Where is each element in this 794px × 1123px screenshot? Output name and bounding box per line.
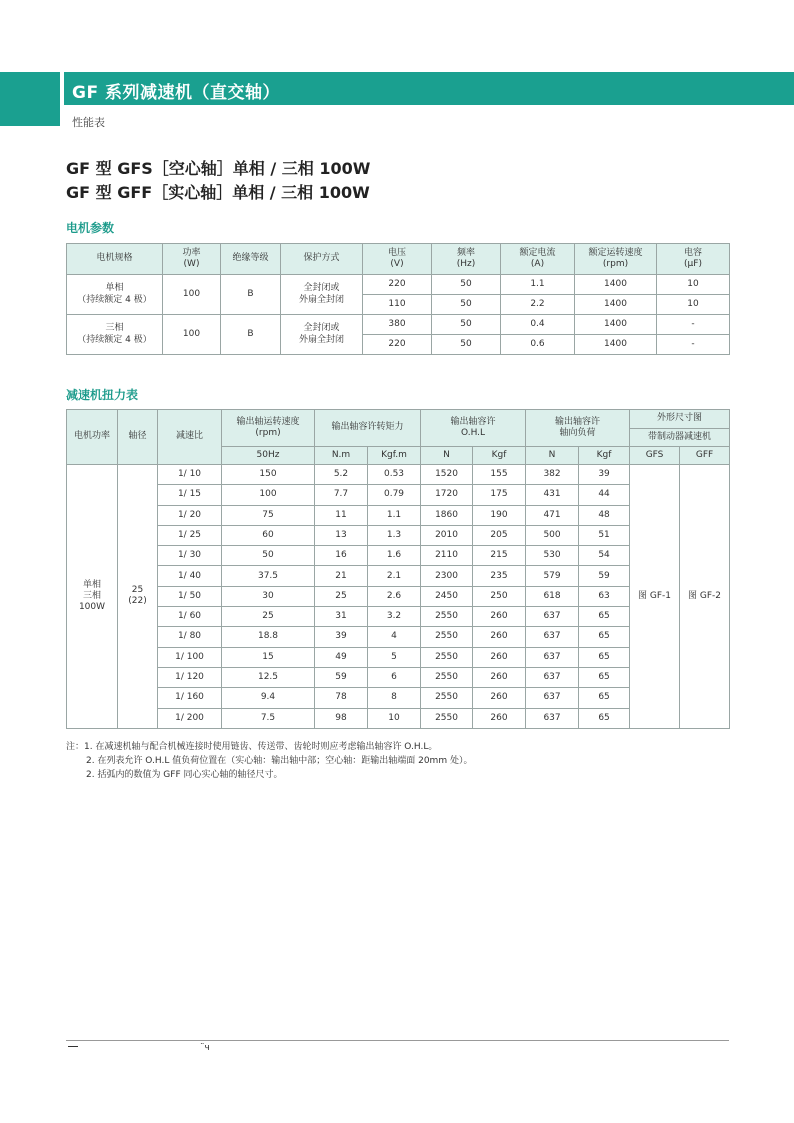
motor-spec: 三相	[105, 323, 124, 334]
col-freq: 频率 (Hz)	[432, 244, 501, 275]
ratio: 1/ 20	[158, 505, 222, 525]
motor-current: 0.4	[501, 315, 575, 335]
axial-n: 431	[526, 485, 579, 505]
ratio: 1/ 10	[158, 465, 222, 485]
unit-n-ohl: N	[421, 447, 473, 465]
axial-kgf: 63	[579, 586, 630, 606]
motor-protection-line: 全封闭或	[303, 283, 340, 294]
motor-voltage: 110	[363, 295, 432, 315]
motor-power-cell	[67, 465, 118, 729]
torque-kgfm: 0.79	[368, 485, 421, 505]
motor-cap: 10	[657, 275, 730, 295]
axial-n: 637	[526, 607, 579, 627]
torque-nm: 16	[315, 546, 368, 566]
col-ohl: 输出轴容许 O.H.L	[421, 410, 526, 447]
col-dims-sub: 带制动器减速机	[630, 429, 730, 447]
table-row	[67, 465, 730, 485]
out-speed: 9.4	[222, 688, 315, 708]
col-protection: 保护方式	[281, 244, 363, 275]
motor-current: 0.6	[501, 335, 575, 355]
ratio: 1/ 25	[158, 525, 222, 545]
col-current: 额定电流 (A)	[501, 244, 575, 275]
shaft-dia-cell	[118, 465, 158, 729]
out-speed: 150	[222, 465, 315, 485]
torque-table	[66, 409, 730, 729]
axial-n: 637	[526, 708, 579, 728]
table-row	[67, 275, 730, 295]
footer-dash	[68, 1046, 78, 1047]
col-power: 功率 (W)	[163, 244, 221, 275]
ratio: 1/ 100	[158, 647, 222, 667]
torque-kgfm: 10	[368, 708, 421, 728]
motor-current: 1.1	[501, 275, 575, 295]
col-motor-power: 电机功率	[67, 410, 118, 465]
torque-kgfm: 4	[368, 627, 421, 647]
axial-kgf: 65	[579, 627, 630, 647]
ohl-n: 1860	[421, 505, 473, 525]
table-row	[67, 315, 730, 335]
axial-kgf: 65	[579, 708, 630, 728]
col-insulation: 绝缘等级	[221, 244, 281, 275]
col-gff: GFF	[680, 447, 730, 465]
col-torque: 输出轴容许转矩力	[315, 410, 421, 447]
axial-n: 382	[526, 465, 579, 485]
out-speed: 18.8	[222, 627, 315, 647]
unit-kgf-ohl: Kgf	[473, 447, 526, 465]
shaft-dia-line: (22)	[128, 596, 147, 607]
out-speed: 15	[222, 647, 315, 667]
motor-protection-cell	[281, 275, 363, 315]
motor-freq: 50	[432, 295, 501, 315]
note-1: 注：1. 在减速机轴与配合机械连接时使用链齿、传送带、齿轮时则应考虑输出轴容许 O.H.L。	[66, 742, 438, 752]
axial-kgf: 44	[579, 485, 630, 505]
motor-protection-cell	[281, 315, 363, 355]
ohl-n: 2300	[421, 566, 473, 586]
motor-freq: 50	[432, 315, 501, 335]
ratio: 1/ 160	[158, 688, 222, 708]
motor-power-line: 单相	[82, 579, 101, 590]
ratio: 1/ 80	[158, 627, 222, 647]
torque-nm: 59	[315, 667, 368, 687]
note-3: 2. 括弧内的数值为 GFF 同心实心轴的轴径尺寸。	[86, 770, 283, 780]
ohl-n: 2550	[421, 667, 473, 687]
motor-cap: 10	[657, 295, 730, 315]
motor-freq: 50	[432, 335, 501, 355]
ohl-n: 2450	[421, 586, 473, 606]
axial-n: 579	[526, 566, 579, 586]
motor-insulation: B	[221, 315, 281, 355]
unit-kgf-axial: Kgf	[579, 447, 630, 465]
page-title: GF 系列减速机（直交轴）	[72, 83, 280, 103]
torque-section-title: 减速机扭力表	[66, 388, 139, 402]
motor-speed: 1400	[575, 335, 657, 355]
col-cap: 电容 (μF)	[657, 244, 730, 275]
out-speed: 37.5	[222, 566, 315, 586]
torque-kgfm: 2.1	[368, 566, 421, 586]
ohl-n: 2550	[421, 607, 473, 627]
axial-n: 530	[526, 546, 579, 566]
ratio: 1/ 50	[158, 586, 222, 606]
out-speed: 30	[222, 586, 315, 606]
out-speed: 60	[222, 525, 315, 545]
ohl-kgf: 260	[473, 708, 526, 728]
note-2: 2. 在列表允许 O.H.L 值负荷位置在（实心轴：输出轴中部；空心轴：距输出轴端面 20mm 处）。	[86, 756, 473, 766]
col-speed: 额定运转速度 (rpm)	[575, 244, 657, 275]
ohl-kgf: 235	[473, 566, 526, 586]
col-gfs: GFS	[630, 447, 680, 465]
unit-n-axial: N	[526, 447, 579, 465]
ohl-kgf: 155	[473, 465, 526, 485]
page-subtitle: 性能表	[72, 116, 105, 129]
out-speed: 12.5	[222, 667, 315, 687]
torque-nm: 31	[315, 607, 368, 627]
torque-kgfm: 1.6	[368, 546, 421, 566]
ohl-n: 1520	[421, 465, 473, 485]
ohl-n: 2550	[421, 647, 473, 667]
motor-cap: -	[657, 315, 730, 335]
motor-voltage: 220	[363, 275, 432, 295]
motor-spec-note: （持续额定 4 极）	[77, 294, 152, 305]
motor-power-line: 三相	[82, 590, 101, 601]
col-axial: 输出轴容许 轴向负荷	[526, 410, 630, 447]
torque-kgfm: 6	[368, 667, 421, 687]
torque-nm: 49	[315, 647, 368, 667]
torque-kgfm: 0.53	[368, 465, 421, 485]
torque-kgfm: 2.6	[368, 586, 421, 606]
ratio: 1/ 40	[158, 566, 222, 586]
torque-nm: 21	[315, 566, 368, 586]
torque-nm: 39	[315, 627, 368, 647]
axial-kgf: 65	[579, 607, 630, 627]
torque-nm: 5.2	[315, 465, 368, 485]
ohl-n: 2550	[421, 708, 473, 728]
torque-nm: 78	[315, 688, 368, 708]
motor-spec-cell	[67, 315, 163, 355]
torque-nm: 13	[315, 525, 368, 545]
model-heading-gff: GF 型 GFF［实心轴］单相 / 三相 100W	[66, 183, 370, 202]
out-speed: 7.5	[222, 708, 315, 728]
torque-kgfm: 8	[368, 688, 421, 708]
fig-gfs: 图 GF-1	[630, 465, 680, 729]
torque-nm: 7.7	[315, 485, 368, 505]
torque-kgfm: 5	[368, 647, 421, 667]
ratio: 1/ 200	[158, 708, 222, 728]
axial-n: 637	[526, 688, 579, 708]
axial-n: 618	[526, 586, 579, 606]
motor-voltage: 220	[363, 335, 432, 355]
header-side-block	[0, 72, 60, 126]
ohl-kgf: 260	[473, 667, 526, 687]
col-spec: 电机规格	[67, 244, 163, 275]
out-speed: 75	[222, 505, 315, 525]
torque-kgfm: 3.2	[368, 607, 421, 627]
col-voltage: 电压 (V)	[363, 244, 432, 275]
footer-mark: ¨ч	[200, 1043, 210, 1053]
ohl-kgf: 190	[473, 505, 526, 525]
ohl-kgf: 175	[473, 485, 526, 505]
motor-power: 100	[163, 275, 221, 315]
axial-kgf: 39	[579, 465, 630, 485]
motor-protection-line: 外扇全封闭	[298, 294, 344, 305]
motor-protection-line: 全封闭或	[303, 323, 340, 334]
torque-nm: 98	[315, 708, 368, 728]
ohl-kgf: 215	[473, 546, 526, 566]
ohl-n: 2110	[421, 546, 473, 566]
axial-n: 500	[526, 525, 579, 545]
ohl-n: 2010	[421, 525, 473, 545]
model-heading-gfs: GF 型 GFS［空心轴］单相 / 三相 100W	[66, 159, 371, 178]
axial-kgf: 65	[579, 667, 630, 687]
ratio: 1/ 120	[158, 667, 222, 687]
axial-kgf: 51	[579, 525, 630, 545]
motor-spec: 单相	[105, 283, 124, 294]
axial-kgf: 59	[579, 566, 630, 586]
axial-kgf: 54	[579, 546, 630, 566]
axial-kgf: 48	[579, 505, 630, 525]
col-out-speed: 输出轴运转速度 (rpm)	[222, 410, 315, 447]
motor-spec-cell	[67, 275, 163, 315]
ohl-kgf: 205	[473, 525, 526, 545]
motor-power: 100	[163, 315, 221, 355]
ratio: 1/ 60	[158, 607, 222, 627]
motor-power-line: 100W	[78, 602, 106, 613]
motor-cap: -	[657, 335, 730, 355]
motor-speed: 1400	[575, 295, 657, 315]
col-shaft-dia: 轴径	[118, 410, 158, 465]
ohl-n: 2550	[421, 688, 473, 708]
motor-protection-line: 外扇全封闭	[298, 334, 344, 345]
ohl-kgf: 260	[473, 627, 526, 647]
ohl-n: 2550	[421, 627, 473, 647]
ohl-kgf: 260	[473, 647, 526, 667]
shaft-dia-line: 25	[131, 585, 144, 596]
axial-kgf: 65	[579, 647, 630, 667]
motor-params-table	[66, 243, 730, 355]
notes	[66, 740, 472, 782]
motor-insulation: B	[221, 275, 281, 315]
fig-gff: 图 GF-2	[680, 465, 730, 729]
ohl-kgf: 260	[473, 607, 526, 627]
axial-n: 637	[526, 667, 579, 687]
col-dims: 外形尺寸图	[630, 410, 730, 429]
motor-section-title: 电机参数	[66, 221, 115, 235]
motor-current: 2.2	[501, 295, 575, 315]
motor-speed: 1400	[575, 275, 657, 295]
torque-nm: 11	[315, 505, 368, 525]
ohl-n: 1720	[421, 485, 473, 505]
ohl-kgf: 250	[473, 586, 526, 606]
axial-n: 637	[526, 647, 579, 667]
out-speed: 25	[222, 607, 315, 627]
torque-kgfm: 1.3	[368, 525, 421, 545]
unit-hz: 50Hz	[222, 447, 315, 465]
torque-nm: 25	[315, 586, 368, 606]
motor-spec-note: （持续额定 4 极）	[77, 334, 152, 345]
unit-kgfm: Kgf.m	[368, 447, 421, 465]
footer-rule	[66, 1040, 729, 1041]
axial-n: 471	[526, 505, 579, 525]
torque-kgfm: 1.1	[368, 505, 421, 525]
axial-n: 637	[526, 627, 579, 647]
col-ratio: 减速比	[158, 410, 222, 465]
motor-speed: 1400	[575, 315, 657, 335]
axial-kgf: 65	[579, 688, 630, 708]
ratio: 1/ 15	[158, 485, 222, 505]
unit-nm: N.m	[315, 447, 368, 465]
out-speed: 50	[222, 546, 315, 566]
motor-voltage: 380	[363, 315, 432, 335]
out-speed: 100	[222, 485, 315, 505]
ratio: 1/ 30	[158, 546, 222, 566]
ohl-kgf: 260	[473, 688, 526, 708]
motor-freq: 50	[432, 275, 501, 295]
